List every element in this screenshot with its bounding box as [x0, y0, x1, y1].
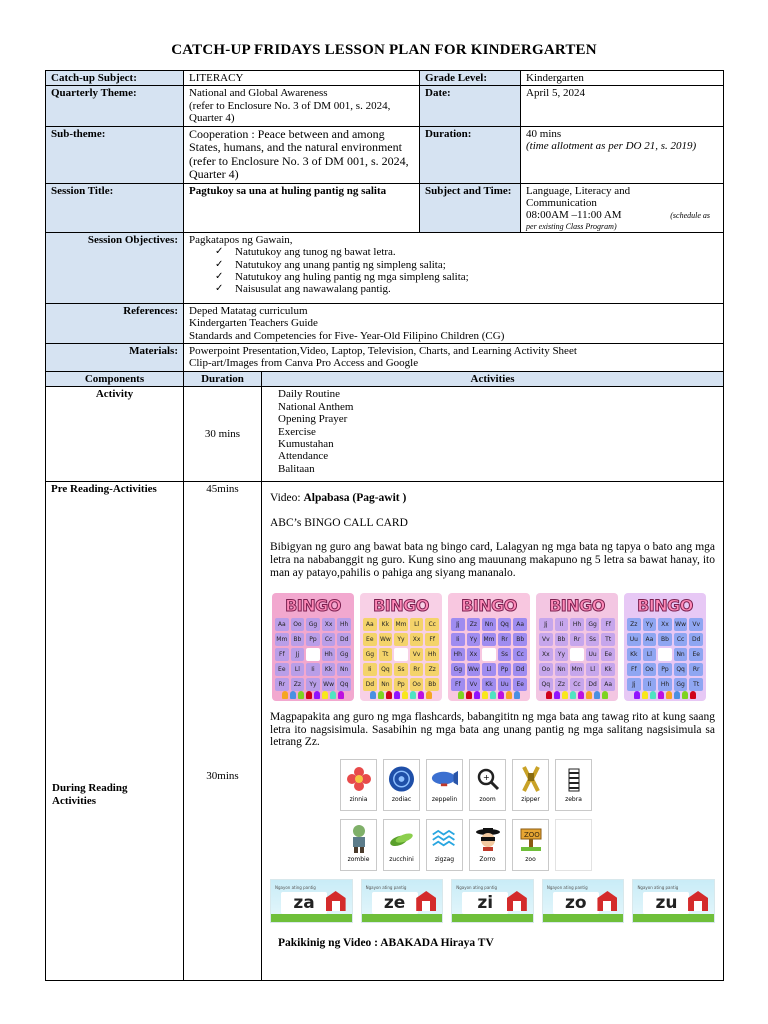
- flashcard: [426, 819, 463, 871]
- grade-value: Kindergarten: [521, 71, 724, 86]
- kids-illustration: [539, 691, 615, 699]
- syllable-text: zo: [553, 892, 599, 914]
- row-references: [46, 303, 724, 343]
- flashcard-label: Zorro: [479, 856, 496, 864]
- flashcard: [469, 819, 506, 871]
- zombie-icon: [345, 824, 372, 854]
- bingo-cell: Vv: [539, 633, 553, 646]
- bingo-cell: Gg: [306, 618, 320, 631]
- bingo-cell: Ww: [379, 633, 393, 646]
- during-reading-duration: 30mins: [206, 770, 239, 783]
- bingo-grid: [627, 618, 703, 691]
- bingo-free-cell: [658, 648, 672, 661]
- bingo-cell: Ee: [275, 663, 289, 676]
- bingo-title: BINGO: [285, 596, 341, 616]
- bingo-cell: Jj: [627, 678, 641, 691]
- bingo-cell: Rr: [689, 663, 703, 676]
- during-reading-name: [52, 782, 128, 807]
- bingo-cell: Xx: [658, 618, 672, 631]
- bingo-cell: Hh: [425, 648, 439, 661]
- reference-item: Kindergarten Teachers Guide: [189, 317, 318, 330]
- bingo-cell: Mm: [482, 633, 496, 646]
- barn-icon: [416, 891, 436, 911]
- subjtime-time: 08:00AM –11:00 AM: [526, 209, 622, 222]
- during-reading-line: Activities: [52, 794, 96, 807]
- bingo-title: BINGO: [637, 596, 693, 616]
- duration-note: (time allotment as per DO 21, s. 2019): [526, 140, 697, 153]
- theme-line: Quarter 4): [189, 112, 235, 125]
- blank-flashcard: [555, 819, 592, 871]
- bingo-cards: [272, 593, 715, 701]
- syllable-cards: [270, 879, 715, 923]
- barn-icon: [597, 891, 617, 911]
- mask-icon: [474, 824, 501, 854]
- bingo-cell: Nn: [674, 648, 688, 661]
- bingo-cell: Cc: [425, 618, 439, 631]
- bingo-cell: Dd: [513, 663, 527, 676]
- flashcard: [512, 759, 549, 811]
- zigzag-icon: [431, 824, 458, 854]
- bingo-cell: Zz: [425, 663, 439, 676]
- flashcard-row: [340, 759, 715, 811]
- bingo-cell: Gg: [363, 648, 377, 661]
- bingo-cell: Jj: [451, 618, 465, 631]
- bingo-cell: Yy: [643, 618, 657, 631]
- bingo-cell: Dd: [363, 678, 377, 691]
- pre-reading-name: Pre Reading-Activities: [51, 483, 157, 496]
- session-value: Pagtukoy sa una at huling pantig ng salita: [184, 183, 420, 232]
- bingo-cell: Bb: [658, 633, 672, 646]
- bingo-cell: Cc: [674, 633, 688, 646]
- bingo-cell: Hh: [570, 618, 584, 631]
- bingo-cell: Xx: [322, 618, 336, 631]
- components-header: [46, 371, 724, 386]
- syllable-card: [270, 879, 353, 923]
- bingo-cell: Xx: [467, 648, 481, 661]
- bingo-cell: Gg: [337, 648, 351, 661]
- date-value: April 5, 2024: [521, 86, 724, 126]
- bingo-cell: Aa: [601, 678, 615, 691]
- bingo-cell: Yy: [555, 648, 569, 661]
- references-label: References:: [46, 303, 184, 343]
- bingo-cell: Rr: [570, 633, 584, 646]
- grass-strip: [633, 914, 714, 922]
- col-activities: Activities: [262, 371, 724, 386]
- bingo-cell: Ii: [306, 663, 320, 676]
- flashcard-label: zucchini: [389, 856, 414, 864]
- bingo-cell: Dd: [689, 633, 703, 646]
- pre-reading-duration: 45mins: [206, 483, 239, 496]
- reading-activities: [262, 482, 724, 981]
- bingo-instructions: Bibigyan ng guro ang bawat bata ng bingo card, Lalagyan ng mga bata ng tapya o bato ang mga letra na nababanggit ng guro. Kung sino ang mauunang makapuno ng 5 letra sa bawat hanay, ito man ay patayo,pahilis o pahiga ang siyang mananalo.: [270, 541, 716, 579]
- bingo-cell: Qq: [674, 663, 688, 676]
- reading-components: [46, 482, 184, 981]
- zucchini-icon: [388, 824, 415, 854]
- activity-item: Attendance: [278, 450, 329, 463]
- bingo-cell: Ll: [586, 663, 600, 676]
- bingo-cell: Aa: [513, 618, 527, 631]
- activity-list: [262, 387, 724, 482]
- video-final: Pakikinig ng Video : ABAKADA Hiraya TV: [278, 937, 494, 950]
- syllable-card: [361, 879, 444, 923]
- grass-strip: [452, 914, 533, 922]
- bingo-cell: Tt: [601, 633, 615, 646]
- zebra-icon: [560, 764, 587, 794]
- bingo-cell: Qq: [337, 678, 351, 691]
- subtheme-label: Sub-theme:: [46, 126, 184, 183]
- activity-item: Exercise: [278, 425, 316, 438]
- activity-item: National Anthem: [278, 400, 354, 413]
- materials-value: [184, 344, 724, 372]
- flashcard-row: [340, 819, 715, 871]
- objective-item: ✓ Natutukoy ang huling pantig ng mga simpleng salita;: [215, 271, 718, 283]
- activity-item: Balitaan: [278, 462, 315, 475]
- bingo-card: [624, 593, 706, 701]
- kids-illustration: [275, 691, 351, 699]
- duration-label: Duration:: [420, 126, 521, 183]
- bingo-free-cell: [570, 648, 584, 661]
- bingo-cell: Hh: [451, 648, 465, 661]
- bingo-cell: Nn: [482, 618, 496, 631]
- subjtime-line: Language, Literacy and: [526, 184, 631, 197]
- bingo-cell: Vv: [467, 678, 481, 691]
- bingo-cell: Pp: [306, 633, 320, 646]
- objective-item: ✓ Naisusulat ang nawawalang pantig.: [215, 283, 718, 295]
- bingo-cell: Ee: [363, 633, 377, 646]
- bingo-cell: Xx: [539, 648, 553, 661]
- grass-strip: [543, 914, 624, 922]
- bingo-cell: Ll: [291, 663, 305, 676]
- row-subject: [46, 71, 724, 86]
- theme-value: [184, 86, 420, 126]
- bingo-cell: Bb: [513, 633, 527, 646]
- bingo-cell: Oo: [291, 618, 305, 631]
- bingo-cell: Ll: [410, 618, 424, 631]
- bingo-cell: Ss: [498, 648, 512, 661]
- activity-name: Activity: [46, 387, 184, 482]
- bingo-cell: Uu: [586, 648, 600, 661]
- reference-item: Standards and Competencies for Five- Year-Old Filipino Children (CG): [189, 329, 505, 342]
- bingo-cell: Hh: [658, 678, 672, 691]
- zipper-icon: [517, 764, 544, 794]
- flashcard: [512, 819, 549, 871]
- row-subtheme: [46, 126, 724, 183]
- bingo-cell: Ii: [643, 678, 657, 691]
- col-duration: Duration: [184, 371, 262, 386]
- bingo-cell: Cc: [322, 633, 336, 646]
- flashcard-label: zodiac: [391, 796, 412, 804]
- flashcard: [340, 819, 377, 871]
- bingo-cell: Ee: [601, 648, 615, 661]
- syllable-card-header: Ngayon ating pantig: [365, 885, 407, 891]
- bingo-card: [536, 593, 618, 701]
- syllable-card-header: Ngayon ating pantig: [546, 885, 588, 891]
- bingo-cell: Rr: [275, 678, 289, 691]
- bingo-grid: [275, 618, 351, 691]
- grass-strip: [362, 914, 443, 922]
- subtheme-value: Cooperation : Peace between and among States, humans, and the natural environment (refer to Enclosure No. 3 of DM 001, s. 2024, Quarter 4): [184, 126, 420, 183]
- video-title: Alpabasa (Pag-awit ): [303, 492, 407, 505]
- bingo-cell: Aa: [363, 618, 377, 631]
- bingo-cell: Kk: [482, 678, 496, 691]
- bingo-cell: Jj: [539, 618, 553, 631]
- bingo-title: BINGO: [373, 596, 429, 616]
- bingo-cell: Dd: [586, 678, 600, 691]
- bingo-cell: Ww: [467, 663, 481, 676]
- bingo-cell: Bb: [425, 678, 439, 691]
- bingo-free-cell: [394, 648, 408, 661]
- syllable-card: [632, 879, 715, 923]
- bingo-grid: [451, 618, 527, 691]
- bingo-cell: Uu: [498, 678, 512, 691]
- materials-label: Materials:: [46, 344, 184, 372]
- flashcard: [555, 759, 592, 811]
- bingo-grid: [363, 618, 439, 691]
- flashcard-label: zeppelin: [431, 796, 458, 804]
- bingo-cell: Ss: [394, 663, 408, 676]
- bingo-cell: Yy: [467, 633, 481, 646]
- bingo-cell: Oo: [410, 678, 424, 691]
- bingo-cell: Jj: [291, 648, 305, 661]
- kids-illustration: [627, 691, 703, 699]
- flashcards: [340, 759, 715, 871]
- bingo-card: [272, 593, 354, 701]
- bingo-cell: Zz: [291, 678, 305, 691]
- bingo-cell: Mm: [570, 663, 584, 676]
- subjtime-time-row: [526, 209, 718, 221]
- bingo-cell: Aa: [275, 618, 289, 631]
- objectives-value: [184, 232, 724, 303]
- row-objectives: [46, 232, 724, 303]
- bingo-cell: Uu: [627, 633, 641, 646]
- col-components: Components: [46, 371, 184, 386]
- bingo-cell: Kk: [379, 618, 393, 631]
- bingo-cell: Mm: [275, 633, 289, 646]
- bingo-cell: Zz: [627, 618, 641, 631]
- bingo-cell: Ww: [322, 678, 336, 691]
- bingo-cell: Dd: [337, 633, 351, 646]
- bingo-cell: Kk: [322, 663, 336, 676]
- bingo-cell: Ww: [674, 618, 688, 631]
- bingo-cell: Kk: [627, 648, 641, 661]
- bingo-cell: Nn: [555, 663, 569, 676]
- svg-text:+: +: [482, 773, 490, 783]
- syllable-text: ze: [372, 892, 418, 914]
- duration-value: [521, 126, 724, 183]
- bingo-cell: Ff: [275, 648, 289, 661]
- syllable-card-header: Ngayon ating pantig: [275, 885, 316, 891]
- bingo-cell: Pp: [498, 663, 512, 676]
- barn-icon: [507, 891, 527, 911]
- bingo-cell: Ss: [586, 633, 600, 646]
- subjtime-line: Communication: [526, 197, 597, 210]
- bingo-cell: Cc: [513, 648, 527, 661]
- bingo-cell: Tt: [379, 648, 393, 661]
- lesson-plan-table: [45, 70, 724, 981]
- video-prefix: Video:: [270, 492, 304, 505]
- bingo-cell: Pp: [658, 663, 672, 676]
- bingo-cell: Ff: [627, 663, 641, 676]
- page-title: CATCH-UP FRIDAYS LESSON PLAN FOR KINDERGARTEN: [171, 42, 597, 58]
- activity-item: Opening Prayer: [278, 413, 348, 426]
- bingo-cell: Ff: [425, 633, 439, 646]
- bingo-cell: Ll: [643, 648, 657, 661]
- objective-item: ✓ Natutukoy ang tunog ng bawat letra.: [215, 246, 718, 258]
- syllable-text: zu: [643, 892, 689, 914]
- bingo-cell: Ee: [689, 648, 703, 661]
- bingo-cell: Hh: [337, 618, 351, 631]
- bingo-cell: Nn: [379, 678, 393, 691]
- bingo-cell: Zz: [467, 618, 481, 631]
- bingo-cell: Yy: [306, 678, 320, 691]
- bingo-cell: Ee: [513, 678, 527, 691]
- bingo-cell: Xx: [410, 633, 424, 646]
- flashcard: [340, 759, 377, 811]
- subjtime-value: [521, 183, 724, 232]
- bingo-cell: Qq: [379, 663, 393, 676]
- svg-text:ZOO: ZOO: [523, 831, 540, 840]
- barn-icon: [326, 891, 346, 911]
- row-reading: [46, 482, 724, 981]
- bingo-cell: Ll: [482, 663, 496, 676]
- reading-durations: [184, 482, 262, 981]
- bingo-cell: Kk: [601, 663, 615, 676]
- flashcard: [383, 819, 420, 871]
- duration-text: 40 mins: [526, 127, 562, 140]
- syllable-text: za: [281, 892, 327, 914]
- grade-label: Grade Level:: [420, 71, 521, 86]
- objective-item: ✓ Natutukoy ang unang pantig ng simpleng salita;: [215, 259, 718, 271]
- activity-duration: 30 mins: [184, 387, 262, 482]
- bingo-grid: [539, 618, 615, 691]
- bingo-cell: Vv: [410, 648, 424, 661]
- zodiac-wheel-icon: [388, 764, 415, 794]
- subjtime-note: (schedule as: [670, 211, 711, 221]
- subjtime-label: Subject and Time:: [420, 183, 521, 232]
- kids-illustration: [363, 691, 439, 699]
- syllable-card-header: Ngayon ating pantig: [637, 885, 679, 891]
- flashcard: [426, 759, 463, 811]
- bingo-cell: Pp: [394, 678, 408, 691]
- bingo-cell: Qq: [539, 678, 553, 691]
- flashcard-label: zombie: [347, 856, 370, 864]
- magnifier-icon: [474, 764, 501, 794]
- flash-instructions: Magpapakita ang guro ng mga flashcards, babangititn ng mga bata ang tawag rito at kung saang letra ito nagsisimula. Sasabihin ng mga bata ang unang pantig ng mga salitang nagsisimula sa letrang Zz.: [270, 711, 716, 749]
- date-label: Date:: [420, 86, 521, 126]
- bingo-cell: Zz: [555, 678, 569, 691]
- row-activity: [46, 387, 724, 482]
- flashcard-label: zebra: [565, 796, 582, 804]
- bingo-cell: Gg: [674, 678, 688, 691]
- materials-line: Clip-art/Images from Canva Pro Access and Google: [189, 357, 419, 370]
- bingo-cell: Qq: [498, 618, 512, 631]
- objectives-list: [189, 246, 718, 296]
- bingo-cell: Rr: [498, 633, 512, 646]
- grass-strip: [271, 914, 352, 922]
- zoo-sign-icon: [517, 824, 544, 854]
- row-theme: [46, 86, 724, 126]
- subjtime-note-2: per existing Class Program): [526, 221, 617, 231]
- flashcard: [469, 759, 506, 811]
- flashcard-label: zoo: [525, 856, 536, 864]
- theme-line: (refer to Enclosure No. 3 of DM 001, s. 2024,: [189, 99, 391, 112]
- bingo-cell: Vv: [689, 618, 703, 631]
- bingo-title: BINGO: [549, 596, 605, 616]
- flashcard-label: zipper: [521, 796, 540, 804]
- materials-line: Powerpoint Presentation,Video, Laptop, Television, Charts, and Learning Activity Sheet: [189, 345, 577, 358]
- flashcard-label: zinnia: [349, 796, 368, 804]
- activity-item: Kumustahan: [278, 437, 334, 450]
- session-label: Session Title:: [46, 183, 184, 232]
- bingo-cell: Ii: [363, 663, 377, 676]
- subject-value: LITERACY: [184, 71, 420, 86]
- bingo-card: [448, 593, 530, 701]
- reference-item: Deped Matatag curriculum: [189, 304, 308, 317]
- bingo-free-cell: [306, 648, 320, 661]
- bingo-cell: Ii: [555, 618, 569, 631]
- bingo-heading: ABC’s BINGO CALL CARD: [270, 516, 408, 529]
- bingo-cell: Ii: [451, 633, 465, 646]
- during-reading-line: During Reading: [52, 782, 128, 795]
- flower-icon: [345, 764, 372, 794]
- flashcard-label: zigzag: [434, 856, 455, 864]
- syllable-card: [542, 879, 625, 923]
- bingo-cell: Mm: [394, 618, 408, 631]
- row-materials: [46, 344, 724, 372]
- bingo-cell: Bb: [555, 633, 569, 646]
- bingo-cell: Oo: [643, 663, 657, 676]
- bingo-cell: Gg: [586, 618, 600, 631]
- bingo-cell: Hh: [322, 648, 336, 661]
- references-value: [184, 303, 724, 343]
- bingo-cell: Aa: [643, 633, 657, 646]
- bingo-cell: Tt: [689, 678, 703, 691]
- zeppelin-icon: [431, 764, 458, 794]
- bingo-cell: Gg: [451, 663, 465, 676]
- syllable-text: zi: [462, 892, 508, 914]
- theme-line: National and Global Awareness: [189, 87, 328, 100]
- bingo-card: [360, 593, 442, 701]
- barn-icon: [688, 891, 708, 911]
- syllable-card: [451, 879, 534, 923]
- video-line: [270, 492, 715, 505]
- bingo-title: BINGO: [461, 596, 517, 616]
- bingo-cell: Ff: [601, 618, 615, 631]
- objectives-label: Session Objectives:: [46, 232, 184, 303]
- syllable-card-header: Ngayon ating pantig: [456, 885, 498, 891]
- subject-label: Catch-up Subject:: [46, 71, 184, 86]
- activity-item: Daily Routine: [278, 388, 341, 401]
- kids-illustration: [451, 691, 527, 699]
- theme-label: Quarterly Theme:: [46, 86, 184, 126]
- flashcard: [383, 759, 420, 811]
- bingo-cell: Nn: [337, 663, 351, 676]
- bingo-free-cell: [482, 648, 496, 661]
- bingo-cell: Rr: [410, 663, 424, 676]
- bingo-cell: Bb: [291, 633, 305, 646]
- objectives-intro: Pagkatapos ng Gawain,: [189, 233, 293, 246]
- row-session: [46, 183, 724, 232]
- bingo-cell: Oo: [539, 663, 553, 676]
- bingo-cell: Ff: [451, 678, 465, 691]
- bingo-cell: Yy: [394, 633, 408, 646]
- flashcard-label: zoom: [479, 796, 496, 804]
- bingo-cell: Cc: [570, 678, 584, 691]
